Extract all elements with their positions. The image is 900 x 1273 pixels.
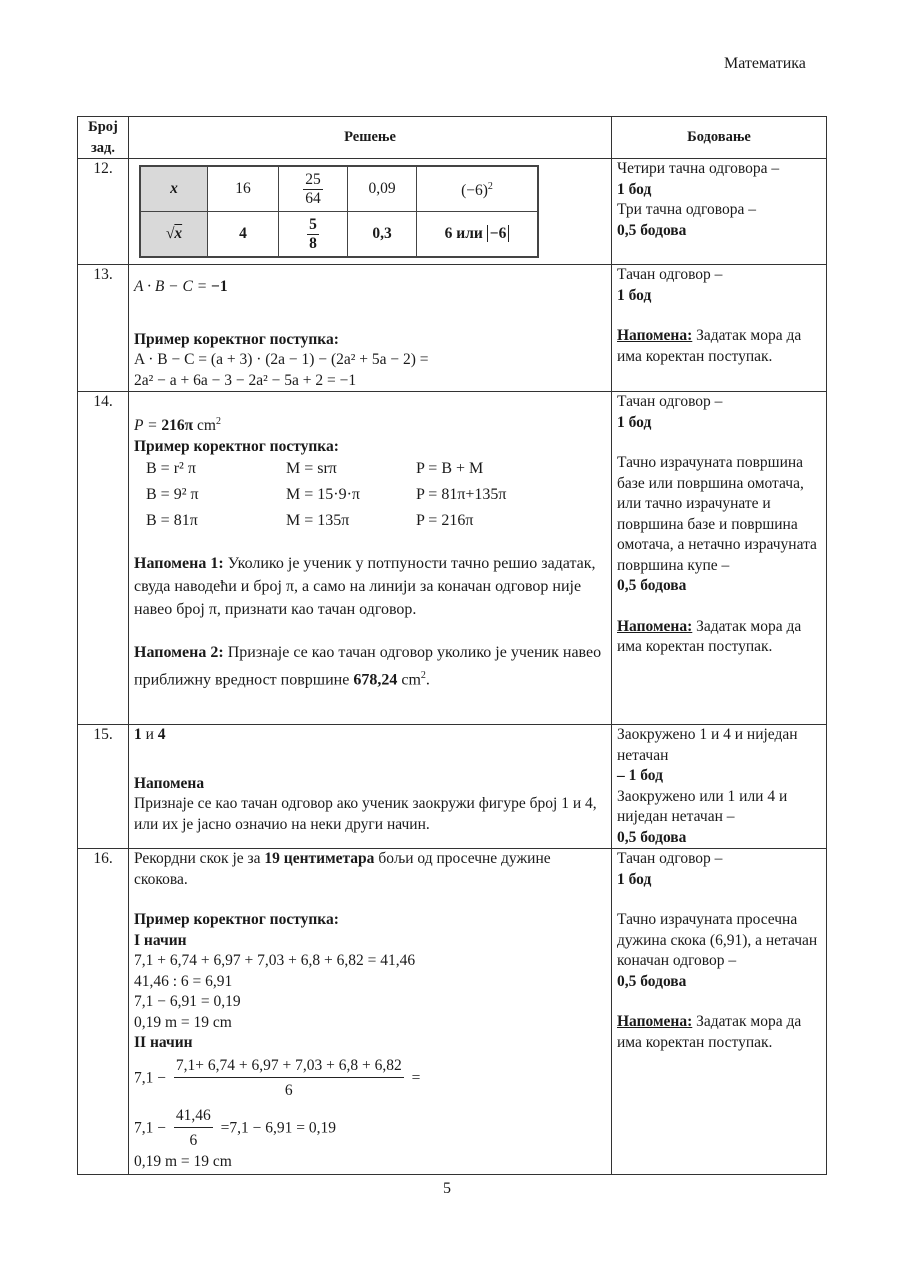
answer-text: бољи од просечне дужине скокова. [134,850,551,888]
scoring-cell [612,849,827,1175]
note-title: Напомена [134,774,205,792]
column-header-number-line2: зад. [90,139,116,156]
formula: M = srπ [286,460,337,478]
method-title: II начин [134,1034,193,1051]
task-number: 15. [78,725,129,849]
sqrt-header [140,212,208,258]
calculation-line: A · B − C = (a + 3) · (2a − 1) − (2a² + 5a − 2) = [134,351,429,368]
note-text: Задатак мора да има коректан поступак. [617,327,802,365]
calculation-line: 0,19 m = 19 cm [134,1013,232,1031]
fraction-denominator: 6 [284,1082,293,1099]
calculation-line [134,1056,606,1102]
table-row-task-14 [78,392,827,725]
note-label: Напомена: [617,1013,693,1030]
sentence-end: . [425,671,430,689]
note-text: Задатак мора да има коректан поступак. [617,617,802,655]
fraction-denominator: 8 [309,234,317,252]
answer-value: 216π [161,417,194,435]
example-title: Пример коректног поступка: [134,437,339,455]
table-row-task-12 [78,159,827,265]
x-row [140,166,538,212]
formula: P = 216π [416,512,474,530]
x-value-2 [279,166,348,212]
fraction [174,1056,404,1102]
scoring-partial: Тачно израчуната површина базе или површина омотача, или тачно израчунате и површина базе и површина омотача, а нетачно израчуната површина купе – [617,454,817,574]
task-number: 12. [78,159,129,265]
example-title: Пример коректног поступка: [134,330,339,348]
answer-value: −1 [211,278,228,295]
column-header-number-line1: Број [88,119,118,135]
task-number: 14. [78,392,129,725]
note-text: Признаје се као тачан одговор ако ученик заокружи фигуре број 1 и 4, или их је јасно означио на неки други начин. [134,795,597,833]
fraction-numerator: 7,1+ 6,74 + 6,97 + 7,03 + 6,8 + 6,82 [174,1056,404,1079]
scoring-line: Тачан одговор – [617,393,723,410]
table-row-task-15 [78,725,827,849]
scoring-line: Три тачна одговора – [617,201,756,218]
x-header: x [140,166,208,212]
formula: M = 15·9·π [286,486,360,504]
sqrt-icon: √ [165,225,175,242]
scoring-cell [612,392,827,725]
formula-grid [146,457,606,532]
fraction-denominator: 6 [189,1132,198,1149]
scoring-points: 1 бод [617,870,652,888]
subject-header: Математика [724,55,806,72]
note-label: Напомена 1: [134,555,224,573]
table-row-task-16 [78,849,827,1175]
unit-exponent: 2 [420,670,426,682]
x-value-1: 16 [208,166,279,212]
scoring-points: 1 бод [617,413,652,431]
scoring-points: 1 бод [617,180,652,198]
expression-prefix: 7,1 − [134,1069,170,1087]
solution-cell [129,725,612,849]
sqrt-value-1: 4 [208,212,279,258]
sqrt-value-3: 0,3 [348,212,417,258]
formula: M = 135π [286,512,350,530]
scoring-points: 0,5 бодова [617,577,687,594]
scoring-line: Заокружено или 1 или 4 и ниједан нетачан – [617,787,788,825]
note-label: Напомена 2: [134,644,224,662]
sqrt-value-2 [279,212,348,258]
task-number: 13. [78,265,129,392]
scoring-points: 0,5 бодова [617,221,687,239]
scoring-line: Тачан одговор – [617,850,723,867]
calculation-line: 0,19 m = 19 cm [134,1152,232,1170]
fraction-numerator: 25 [305,170,321,188]
answer-value: 19 центиметара [264,850,375,867]
expression-suffix: = [407,1069,421,1087]
scoring-points: 0,5 бодова [617,828,687,846]
solution-cell [129,849,612,1175]
scoring-points: – 1 бод [617,767,663,784]
column-header-scoring: Бодовање [612,117,827,159]
table-row-task-13 [78,265,827,392]
answer-value: 1 [134,726,142,743]
unit-exponent: 2 [215,416,221,427]
column-header-number [78,117,129,159]
fraction-numerator: 5 [309,215,317,233]
note-text: Задатак мора да има коректан поступак. [617,1013,802,1051]
answer-prefix: P = [134,417,162,435]
scoring-line: Заокружено 1 и 4 и ниједан нетачан [617,726,798,764]
power-exponent: 2 [487,180,493,192]
answer-value: 4 [157,726,166,743]
scoring-cell [612,725,827,849]
scoring-cell [612,265,827,392]
expression-suffix: =7,1 − 6,91 = 0,19 [216,1119,336,1137]
solutions-table [77,116,827,1175]
answer-expression: A · B − C = [134,278,212,295]
formula: B = r² π [146,460,196,478]
answer-text: Рекордни скок је за [134,850,265,867]
column-header-solution: Решење [129,117,612,159]
scoring-points: 1 бод [617,286,652,304]
x-value-4 [417,166,539,212]
fraction-numerator: 41,46 [174,1106,213,1129]
formula: B = 9² π [146,486,199,504]
formula: B = 81π [146,512,198,530]
solution-cell [129,265,612,392]
note-label: Напомена: [617,617,693,635]
sqrt-row [140,212,538,258]
task-number: 16. [78,849,129,1175]
formula: P = B + M [416,460,484,478]
calculation-line [134,1106,606,1152]
note-text: Признаје се као тачан одговор уколико је ученик навео приближну вредност површине [134,644,602,689]
solution-cell [129,392,612,725]
calculation-line: 2a² − a + 6a − 3 − 2a² − 5a + 2 = −1 [134,371,357,389]
x-value-3: 0,09 [348,166,417,212]
example-title: Пример коректног поступка: [134,911,339,928]
scoring-line: Тачан одговор – [617,266,723,283]
sqrt-value-4 [417,212,539,258]
scoring-partial: Тачно израчуната просечна дужина скока (6,91), а нетачан коначан одговор – [617,911,818,969]
scoring-points: 0,5 бодова [617,972,687,990]
scoring-line: Четири тачна одговора – [617,160,780,177]
note-text: Уколико је ученик у потпуности тачно решио задатак, свуда наводећи и број π, а само на линији за коначан одговор није навео број π, признати као тачан одговор. [134,555,596,619]
expression-prefix: 7,1 − [134,1119,170,1137]
page-number: 5 [443,1180,451,1197]
answer-prefix: 6 или [444,225,487,242]
calculation-line: 41,46 : 6 = 6,91 [134,972,233,990]
fraction-denominator: 64 [305,189,321,207]
absolute-value: −6 [487,225,510,242]
approximate-value: 678,24 [353,671,398,689]
solution-cell [129,159,612,265]
sqrt-radicand: x [174,225,183,242]
power-base: (−6) [461,182,488,200]
table-header-row [78,117,827,159]
answer-unit: cm [397,671,421,689]
note-label: Напомена: [617,327,693,344]
fraction [174,1106,213,1152]
method-title: I начин [134,931,187,949]
sqrt-values-table [139,165,539,258]
answer-unit: cm [193,417,216,435]
formula: P = 81π+135π [416,486,507,504]
calculation-line: 7,1 − 6,91 = 0,19 [134,993,241,1010]
answer-conjunction: и [141,726,158,743]
scoring-cell [612,159,827,265]
calculation-line: 7,1 + 6,74 + 6,97 + 7,03 + 6,8 + 6,82 = 41,46 [134,952,416,969]
